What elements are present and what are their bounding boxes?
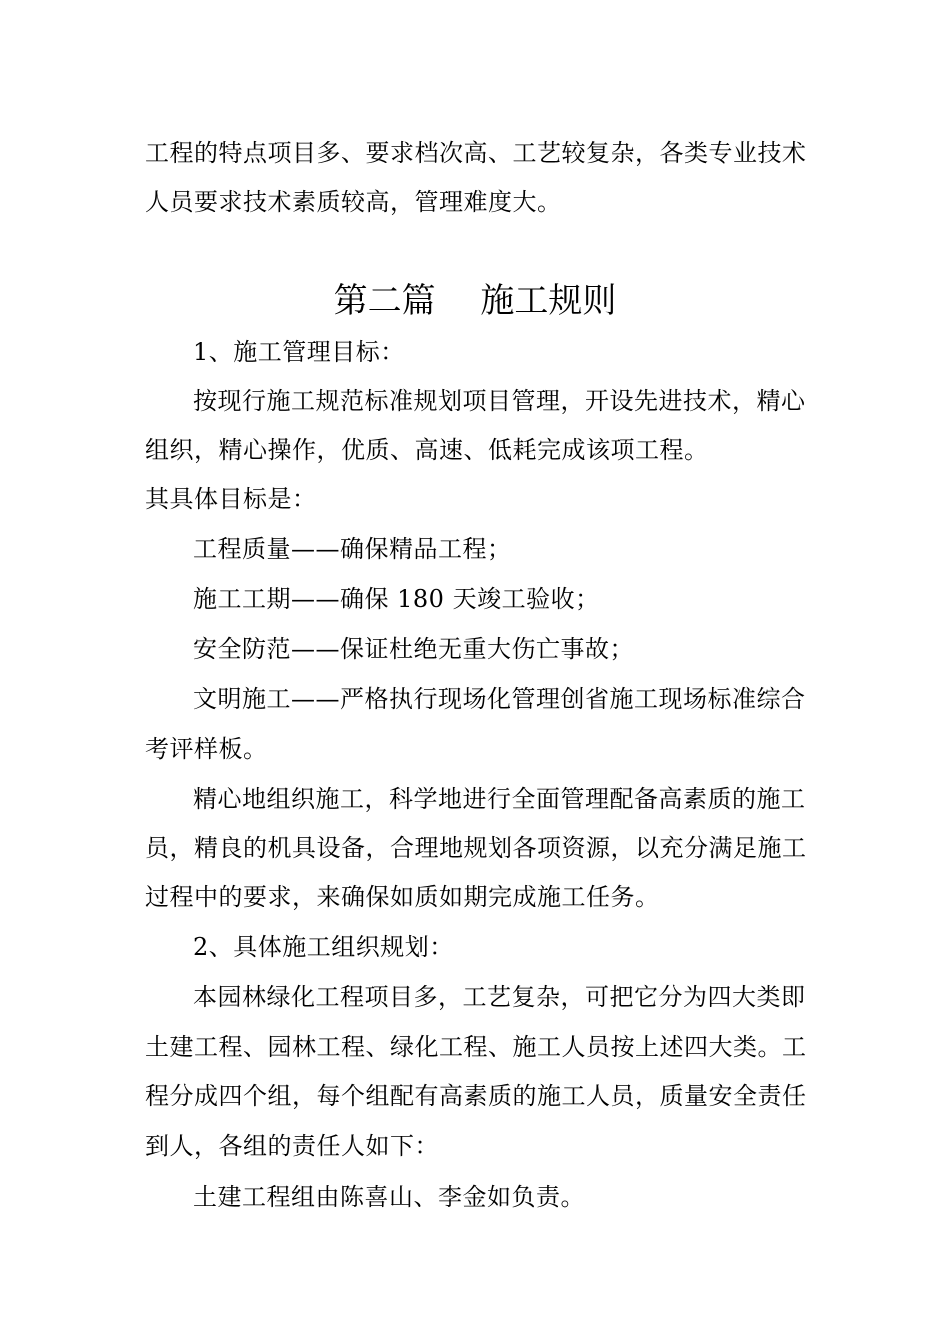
goals-heading: 1、施工管理目标： xyxy=(193,338,405,366)
planning-paragraph-line-1: 本园林绿化工程项目多，工艺复杂，可把它分为四大类即 xyxy=(193,983,806,1011)
planning-paragraph-line-3: 程分成四个组，每个组配有高素质的施工人员，质量安全责任 xyxy=(145,1082,807,1110)
goal-item-civil-line-1: 文明施工——严格执行现场化管理创省施工现场标准综合 xyxy=(193,685,806,713)
planning-paragraph-line-4: 到人，各组的责任人如下： xyxy=(145,1132,439,1160)
goals-paragraph-line-2: 组织，精心操作，优质、高速、低耗完成该项工程。 xyxy=(145,436,709,464)
intro-line-2: 人员要求技术素质较高，管理难度大。 xyxy=(145,188,562,216)
specific-goals-heading: 其具体目标是： xyxy=(145,485,317,513)
planning-last-line: 土建工程组由陈喜山、李金如负责。 xyxy=(193,1183,585,1211)
goal-item-safety: 安全防范——保证杜绝无重大伤亡事故； xyxy=(193,635,634,663)
goal-item-civil-line-2: 考评样板。 xyxy=(145,735,268,763)
section-title: 第二篇 施工规则 xyxy=(333,281,617,321)
goal-item-quality: 工程质量——确保精品工程； xyxy=(193,535,512,563)
intro-line-1: 工程的特点项目多、要求档次高、工艺较复杂，各类专业技术 xyxy=(145,139,807,167)
planning-heading: 2、具体施工组织规划： xyxy=(193,933,454,961)
organize-paragraph-line-1: 精心地组织施工，科学地进行全面管理配备高素质的施工 xyxy=(193,785,806,813)
planning-paragraph-line-2: 土建工程、园林工程、绿化工程、施工人员按上述四大类。工 xyxy=(145,1033,807,1061)
organize-paragraph-line-3: 过程中的要求，来确保如质如期完成施工任务。 xyxy=(145,883,660,911)
goals-paragraph-line-1: 按现行施工规范标准规划项目管理，开设先进技术，精心 xyxy=(193,387,806,415)
goal-item-schedule: 施工工期——确保 180 天竣工验收； xyxy=(193,585,600,613)
organize-paragraph-line-2: 员，精良的机具设备，合理地规划各项资源，以充分满足施工 xyxy=(145,834,807,862)
